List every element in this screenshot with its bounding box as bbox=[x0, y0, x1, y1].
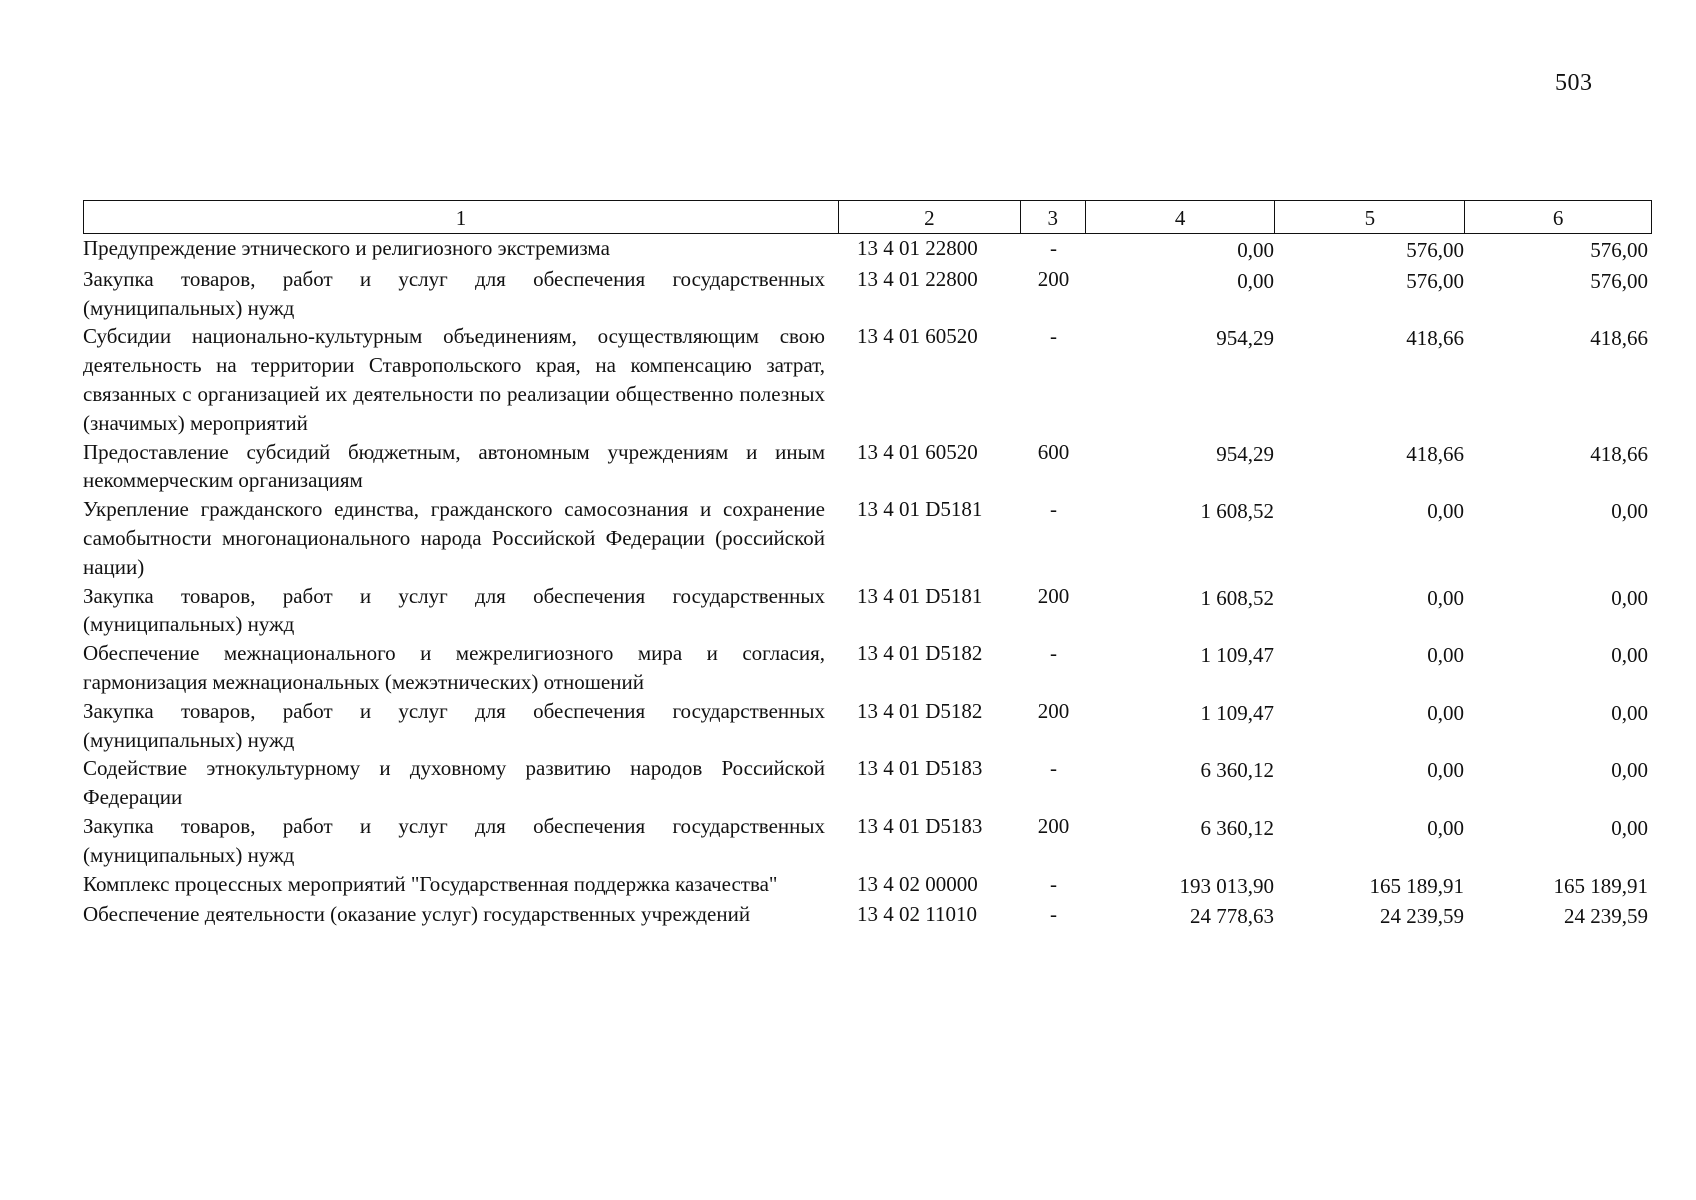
item-value-4: 6 360,12 bbox=[1200, 758, 1274, 783]
item-value-6: 576,00 bbox=[1590, 238, 1648, 262]
item-value-6: 0,00 bbox=[1611, 585, 1648, 610]
item-type: 600 bbox=[1037, 439, 1070, 464]
item-value-4: 6 360,12 bbox=[1200, 815, 1274, 840]
item-type: 200 bbox=[1037, 266, 1070, 291]
item-value-6: 165 189,91 bbox=[1553, 873, 1648, 898]
item-value-4: 0,00 bbox=[1237, 238, 1274, 262]
item-type: - bbox=[1050, 902, 1057, 927]
item-value-5: 165 189,91 bbox=[1369, 873, 1464, 898]
table-header bbox=[83, 200, 1652, 234]
item-type: 200 bbox=[1037, 583, 1070, 608]
item-name: Закупка товаров, работ и услуг для обеспечения государственных (муниципальных) нужд bbox=[83, 813, 825, 867]
table-row bbox=[83, 697, 1652, 755]
item-code: 13 4 01 D5181 bbox=[857, 497, 983, 522]
table-row bbox=[83, 754, 1652, 812]
item-type: - bbox=[1050, 497, 1057, 522]
item-value-5: 0,00 bbox=[1427, 585, 1464, 610]
item-name: Обеспечение межнационального и межрелигиозного мира и согласия, гармонизация межнациональных (межэтнических) отношений bbox=[83, 641, 825, 694]
item-code: 13 4 01 22800 bbox=[857, 236, 978, 260]
table-row bbox=[83, 639, 1652, 697]
item-name: Укрепление гражданского единства, гражданского самосознания и сохранение самобытности многонационального народа Российской Федерации (российской нации) bbox=[83, 497, 825, 579]
table-row bbox=[83, 265, 1652, 323]
item-value-5: 576,00 bbox=[1406, 238, 1464, 262]
item-value-5: 418,66 bbox=[1406, 441, 1464, 466]
item-value-6: 0,00 bbox=[1611, 499, 1648, 524]
item-value-4: 1 608,52 bbox=[1200, 585, 1274, 610]
item-type: - bbox=[1050, 871, 1057, 896]
column-header-1: 1 bbox=[84, 201, 839, 233]
item-name: Комплекс процессных мероприятий "Государственная поддержка казачества" bbox=[83, 871, 778, 896]
item-value-4: 193 013,90 bbox=[1179, 873, 1274, 898]
item-value-4: 1 109,47 bbox=[1200, 643, 1274, 668]
item-name: Предоставление субсидий бюджетным, автономным учреждениям и иным некоммерческим организациям bbox=[83, 439, 825, 493]
table-row bbox=[83, 234, 1652, 265]
item-code: 13 4 02 11010 bbox=[857, 902, 977, 927]
item-value-4: 0,00 bbox=[1237, 268, 1274, 293]
item-value-6: 576,00 bbox=[1590, 268, 1648, 293]
item-name: Обеспечение деятельности (оказание услуг) государственных учреждений bbox=[83, 902, 751, 927]
table-row bbox=[83, 812, 1652, 870]
table-row bbox=[83, 870, 1652, 901]
item-code: 13 4 01 60520 bbox=[857, 439, 978, 464]
item-name: Закупка товаров, работ и услуг для обеспечения государственных (муниципальных) нужд bbox=[83, 266, 825, 320]
table-row bbox=[83, 900, 1652, 931]
item-value-5: 24 239,59 bbox=[1380, 904, 1464, 929]
item-name: Закупка товаров, работ и услуг для обеспечения государственных (муниципальных) нужд bbox=[83, 583, 825, 637]
item-name: Содействие этнокультурному и духовному развитию народов Российской Федерации bbox=[83, 756, 825, 810]
item-name: Субсидии национально-культурным объединениям, осуществляющим свою деятельность на территории Ставропольского края, на компенсацию затрат, связанных с организацией их деятельности по реализации общественно полезных (значимых) мероприятий bbox=[83, 324, 825, 435]
item-type: - bbox=[1050, 324, 1057, 349]
column-header-6: 6 bbox=[1552, 206, 1564, 230]
item-type: - bbox=[1050, 641, 1057, 666]
column-header-2: 2 bbox=[839, 201, 1021, 233]
item-code: 13 4 02 00000 bbox=[857, 871, 978, 896]
item-value-4: 1 608,52 bbox=[1200, 499, 1274, 524]
item-value-5: 0,00 bbox=[1427, 758, 1464, 783]
item-code: 13 4 01 22800 bbox=[857, 266, 978, 291]
table-row bbox=[83, 582, 1652, 640]
item-value-4: 954,29 bbox=[1216, 441, 1274, 466]
item-code: 13 4 01 D5183 bbox=[857, 756, 983, 781]
item-value-5: 418,66 bbox=[1406, 326, 1464, 351]
item-value-5: 0,00 bbox=[1427, 643, 1464, 668]
page-number: 503 bbox=[1555, 70, 1593, 96]
item-value-4: 954,29 bbox=[1216, 326, 1274, 351]
item-type: - bbox=[1050, 236, 1057, 260]
item-type: 200 bbox=[1037, 698, 1070, 723]
item-value-6: 0,00 bbox=[1611, 815, 1648, 840]
item-value-6: 0,00 bbox=[1611, 758, 1648, 783]
item-value-6: 0,00 bbox=[1611, 700, 1648, 725]
table-body bbox=[83, 234, 1652, 931]
column-header-5: 5 bbox=[1275, 201, 1465, 233]
item-name: Закупка товаров, работ и услуг для обеспечения государственных (муниципальных) нужд bbox=[83, 698, 825, 752]
item-code: 13 4 01 D5182 bbox=[857, 698, 983, 723]
item-value-6: 418,66 bbox=[1590, 326, 1648, 351]
item-value-6: 418,66 bbox=[1590, 441, 1648, 466]
item-value-5: 0,00 bbox=[1427, 499, 1464, 524]
item-value-5: 0,00 bbox=[1427, 815, 1464, 840]
item-value-6: 0,00 bbox=[1611, 643, 1648, 668]
item-type: - bbox=[1050, 756, 1057, 781]
item-value-5: 576,00 bbox=[1406, 268, 1464, 293]
table-row bbox=[83, 438, 1652, 496]
item-type: 200 bbox=[1037, 813, 1070, 838]
item-value-6: 24 239,59 bbox=[1564, 904, 1648, 929]
item-code: 13 4 01 D5181 bbox=[857, 583, 983, 608]
item-name: Предупреждение этнического и религиозного экстремизма bbox=[83, 236, 610, 260]
item-code: 13 4 01 60520 bbox=[857, 324, 978, 349]
item-value-4: 24 778,63 bbox=[1190, 904, 1274, 929]
column-header-4: 4 bbox=[1086, 201, 1276, 233]
item-value-5: 0,00 bbox=[1427, 700, 1464, 725]
table-row bbox=[83, 322, 1652, 437]
item-code: 13 4 01 D5183 bbox=[857, 813, 983, 838]
table-row bbox=[83, 495, 1652, 581]
column-header-3: 3 bbox=[1021, 201, 1086, 233]
item-code: 13 4 01 D5182 bbox=[857, 641, 983, 666]
item-value-4: 1 109,47 bbox=[1200, 700, 1274, 725]
